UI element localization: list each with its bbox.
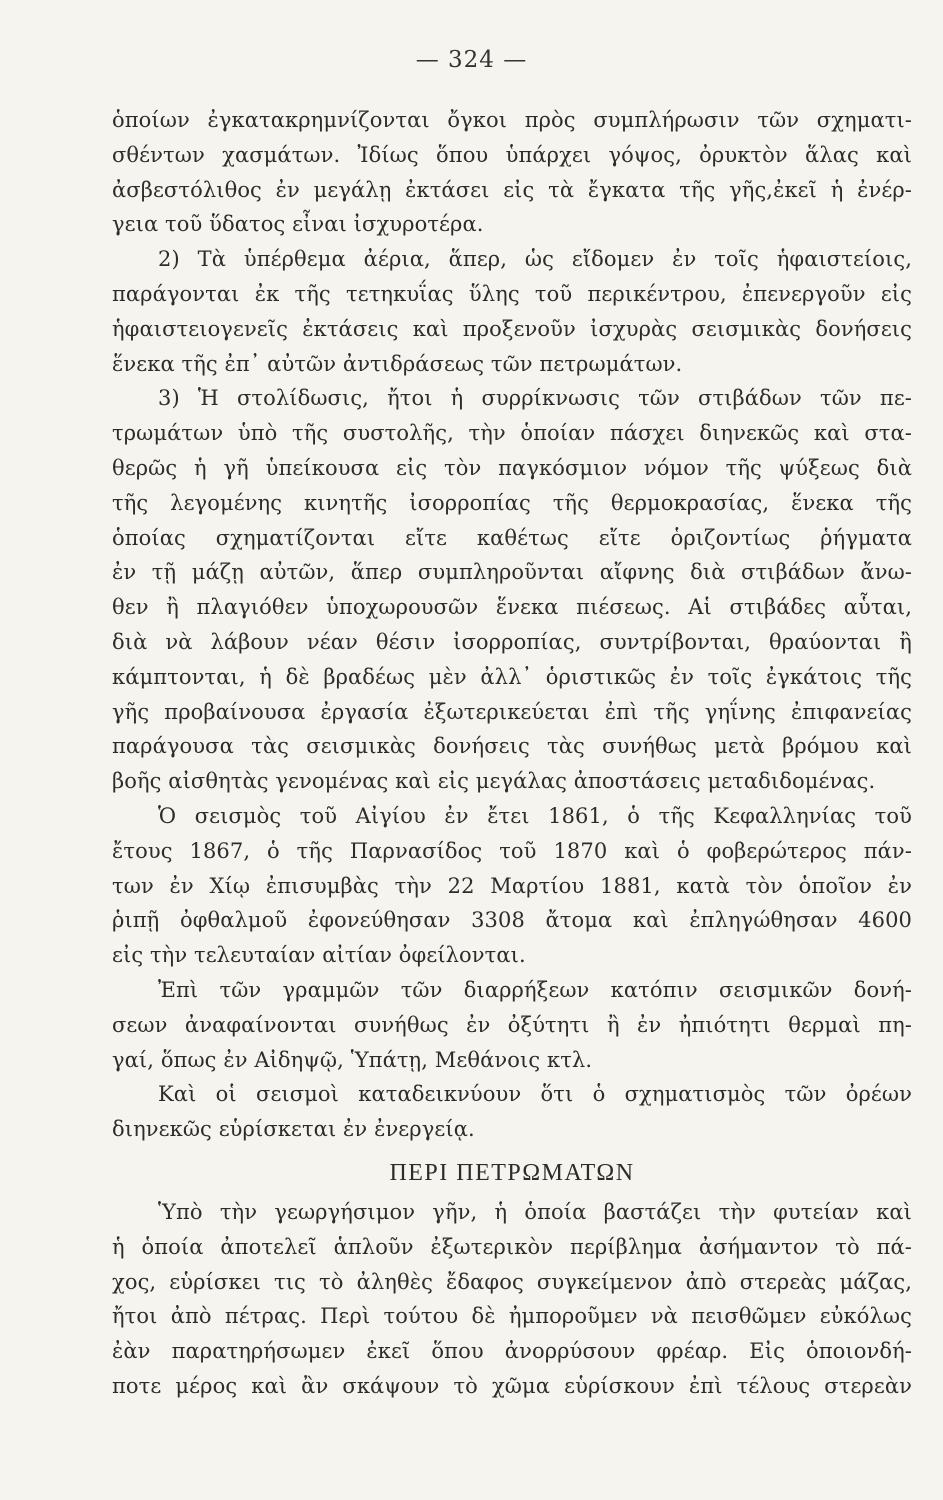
section-heading: ΠΕΡΙ ΠΕΤΡΩΜΑΤΩΝ — [389, 1159, 635, 1186]
text-line: ἡ ὁποία ἀποτελεῖ ἁπλοῦν ἐξωτερικὸν περίβλημα ἀσήμαντον τὸ πά- — [112, 1234, 912, 1259]
text-line: Ὑπὸ τὴν γεωργήσιμον γῆν, ἡ ὁποία βαστάζει τὴν φυτείαν καὶ — [158, 1199, 912, 1224]
text-line: ἀσβεστόλιθος ἐν μεγάλῃ ἐκτάσει εἰς τὰ ἔγκατα τῆς γῆς,ἐκεῖ ἡ ἐνέρ- — [112, 177, 912, 202]
text-line: κάμπτονται, ἡ δὲ βραδέως μὲν ἀλλ᾽ ὁριστικῶς ἐν τοῖς ἐγκάτοις τῆς — [112, 664, 912, 689]
text-line: διὰ νὰ λάβουν νέαν θέσιν ἰσορροπίας, συντρίβονται, θραύονται ἢ — [112, 629, 912, 654]
text-line: των ἐν Χίῳ ἐπισυμβὰς τὴν 22 Μαρτίου 1881, κατὰ τὸν ὁποῖον ἐν — [112, 873, 912, 898]
text-line: διηνεκῶς εὑρίσκεται ἐν ἐνεργείᾳ. — [112, 1117, 475, 1142]
text-line: θεν ἢ πλαγιόθεν ὑποχωρουσῶν ἕνεκα πιέσεως. Αἱ στιβάδες αὗται, — [112, 595, 912, 620]
text-line: θερῶς ἡ γῆ ὑπείκουσα εἰς τὸν παγκόσμιον νόμον τῆς ψύξεως διὰ — [112, 455, 912, 480]
text-line: τῆς λεγομένης κινητῆς ἰσορροπίας τῆς θερμοκρασίας, ἕνεκα τῆς — [112, 490, 912, 515]
text-line: παράγονται ἐκ τῆς τετηκυΐας ὕλης τοῦ περικέντρου, ἐπενεργοῦν εἰς — [112, 281, 912, 306]
text-line: σεων ἀναφαίνονται συνήθως ἐν ὀξύτητι ἢ ἐν ἠπιότητι θερμαὶ πη- — [112, 1012, 912, 1037]
page-number: — 324 — — [415, 47, 528, 73]
text-line: βοῆς αἰσθητὰς γενομένας καὶ εἰς μεγάλας ἀποστάσεις μεταδιδομένας. — [112, 769, 876, 794]
text-line: ποτε μέρος καὶ ἂν σκάψουν τὸ χῶμα εὑρίσκουν ἐπὶ τέλους στερεὰν — [112, 1373, 912, 1398]
text-line: Ὁ σεισμὸς τοῦ Αἰγίου ἐν ἔτει 1861, ὁ τῆς Κεφαλληνίας τοῦ — [158, 803, 912, 828]
text-line: ἐν τῇ μάζῃ αὐτῶν, ἅπερ συμπληροῦνται αἴφνης διὰ στιβάδων ἄνω- — [112, 560, 912, 585]
text-line: σθέντων χασμάτων. Ἰδίως ὅπου ὑπάρχει γόψος, ὀρυκτὸν ἅλας καὶ — [112, 142, 912, 167]
text-line: γαί, ὅπως ἐν Αἰδηψῷ, Ὑπάτῃ, Μεθάνοις κτλ. — [112, 1047, 593, 1072]
text-line: ῥιπῇ ὀφθαλμοῦ ἐφονεύθησαν 3308 ἄτομα καὶ ἐπληγώθησαν 4600 — [112, 908, 912, 933]
text-line: ἤτοι ἀπὸ πέτρας. Περὶ τούτου δὲ ἠμποροῦμεν νὰ πεισθῶμεν εὐκόλως — [112, 1304, 912, 1329]
text-line: 2) Τὰ ὑπέρθεμα ἀέρια, ἅπερ, ὡς εἴδομεν ἐν τοῖς ἡφαιστείοις, — [158, 247, 912, 272]
text-line: ἡφαιστειογενεῖς ἐκτάσεις καὶ προξενοῦν ἰσχυρὰς σεισμικὰς δονήσεις — [112, 316, 912, 341]
text-line: τρωμάτων ὑπὸ τῆς συστολῆς, τὴν ὁποίαν πάσχει διηνεκῶς καὶ στα- — [112, 421, 912, 446]
text-line: ὁποίας σχηματίζονται εἴτε καθέτως εἴτε ὁριζοντίως ῥήγματα — [112, 525, 912, 550]
body-text — [112, 103, 912, 1404]
text-line: χος, εὑρίσκει τις τὸ ἀληθὲς ἔδαφος συγκείμενον ἀπὸ στερεὰς μάζας, — [112, 1269, 912, 1294]
text-line: ἐὰν παρατηρήσωμεν ἐκεῖ ὅπου ἀνορρύσουν φρέαρ. Εἰς ὁποιονδή- — [112, 1339, 912, 1364]
text-line: 3) Ἡ στολίδωσις, ἤτοι ἡ συρρίκνωσις τῶν στιβάδων τῶν πε- — [158, 386, 912, 411]
text-line: γεια τοῦ ὕδατος εἶναι ἰσχυροτέρα. — [112, 212, 484, 237]
text-line: ἕνεκα τῆς ἐπ᾽ αὐτῶν ἀντιδράσεως τῶν πετρωμάτων. — [112, 351, 683, 376]
text-line: ἔτους 1867, ὁ τῆς Παρνασίδος τοῦ 1870 καὶ ὁ φοβερώτερος πάν- — [112, 838, 912, 863]
text-line: ὁποίων ἐγκατακρημνίζονται ὄγκοι πρὸς συμπλήρωσιν τῶν σχηματι- — [112, 108, 912, 132]
text-line: παράγουσα τὰς σεισμικὰς δονήσεις τὰς συνήθως μετὰ βρόμου καὶ — [112, 734, 912, 759]
text-line: γῆς προβαίνουσα ἐργασία ἐξωτερικεύεται ἐπὶ τῆς γηΐνης ἐπιφανείας — [112, 699, 912, 724]
text-line: εἰς τὴν τελευταίαν αἰτίαν ὀφείλονται. — [112, 943, 526, 968]
text-line: Ἐπὶ τῶν γραμμῶν τῶν διαρρήξεων κατόπιν σεισμικῶν δονή- — [158, 977, 912, 1002]
text-line: Καὶ οἱ σεισμοὶ καταδεικνύουν ὅτι ὁ σχηματισμὸς τῶν ὀρέων — [158, 1082, 912, 1107]
